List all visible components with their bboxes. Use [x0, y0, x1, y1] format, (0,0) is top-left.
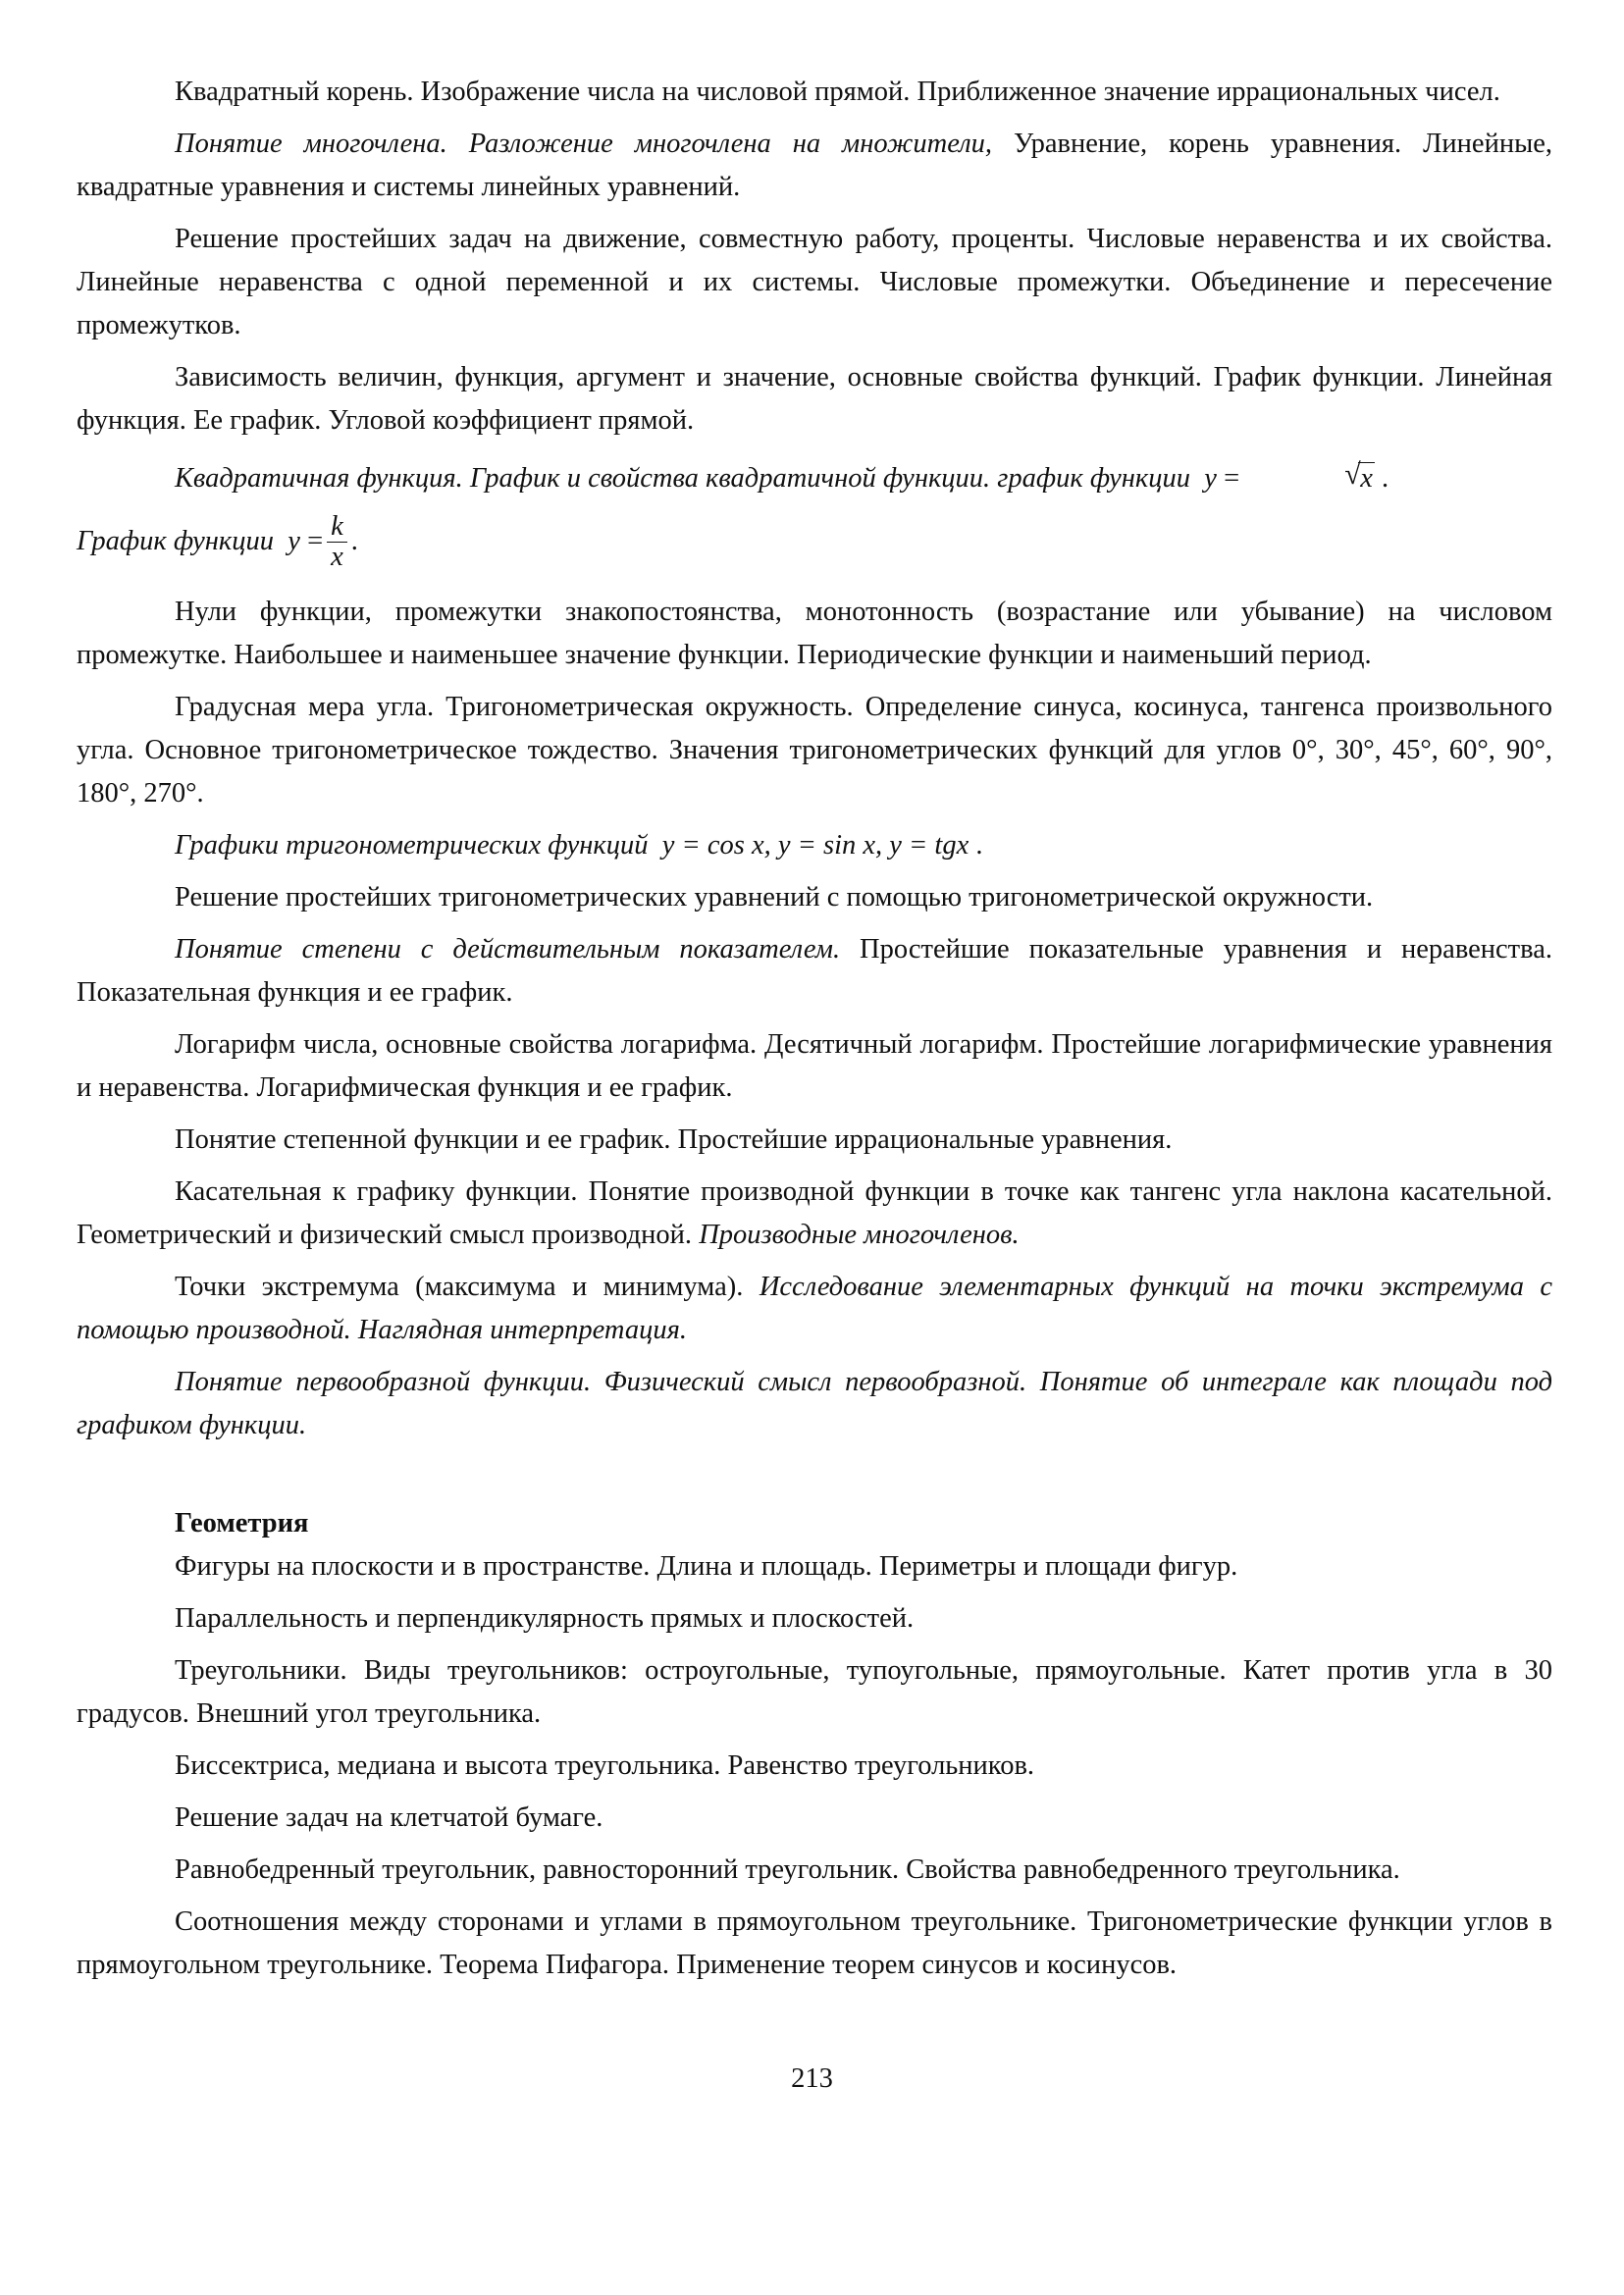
italic-derivative: Производные многочленов. — [699, 1220, 1020, 1250]
formula-hyperbola-line: График функции y = $\frac{k}{x}$ . — [77, 510, 358, 572]
paragraph-trig-graphs: Графики тригонометрических функций y = cos x, y = sin x, y = tgx . — [175, 830, 983, 861]
paragraph-polynomial — [77, 123, 1552, 209]
paragraph-figures: Фигуры на плоскости и в пространстве. Длина и площадь. Периметры и площади фигур. — [175, 1551, 1238, 1582]
paragraph-exponent: Понятие степени с действительным показателем. Простейшие показательные уравнения и неравенства. Показательная функция и ее график. — [77, 934, 1552, 1008]
paragraph-problems: Решение простейших задач на движение, совместную работу, проценты. Числовые неравенства и их свойства. Линейные неравенства с одной переменной и их системы. Числовые промежутки. Объединение и пересечение промежутков. — [77, 224, 1552, 340]
paragraph-trig-equations: Решение простейших тригонометрических уравнений с помощью тригонометрической окружности. — [175, 882, 1374, 913]
paragraph-right-triangle: Соотношения между сторонами и углами в прямоугольном треугольнике. Тригонометрические функции углов в прямоугольном треугольнике. Теорема Пифагора. Применение теорем синусов и косинусов. — [77, 1906, 1552, 1980]
page-body — [77, 71, 1552, 1987]
italic-exponent: Понятие степени с действительным показателем. — [175, 934, 841, 965]
formula-sqrt: y = √ x — [1204, 463, 1375, 494]
paragraph-triangles: Треугольники. Виды треугольников: остроугольные, тупоугольные, прямоугольные. Катет против угла в 30 градусов. Внешний угол треугольника. — [77, 1655, 1552, 1729]
section-heading-geometry: Геометрия — [175, 1508, 309, 1539]
paragraph-square-root: Квадратный корень. Изображение числа на числовой прямой. Приближенное значение иррациональных чисел. — [175, 77, 1500, 107]
paragraph-functions: Зависимость величин, функция, аргумент и значение, основные свойства функций. График функции. Линейная функция. Ее график. Угловой коэффициент прямой. — [77, 362, 1552, 436]
paragraph-power-function: Понятие степенной функции и ее график. Простейшие иррациональные уравнения. — [175, 1124, 1173, 1155]
italic-quadratic: Квадратичная функция. График и свойства квадратичной функции. график функции — [175, 463, 1191, 494]
paragraph-extremum: Точки экстремума (максимума и минимума). Исследование элементарных функций на точки экстремума с помощью производной. Наглядная интерпретация. — [77, 1272, 1552, 1345]
paragraph-parallel: Параллельность и перпендикулярность прямых и плоскостей. — [175, 1603, 915, 1634]
formula-trig: y = cos x, y = sin x, y = tgx — [661, 830, 969, 861]
fraction-k-over-x: $\frac{k}{x}$ — [327, 512, 347, 572]
paragraph-derivative: Касательная к графику функции. Понятие производной функции в точке как тангенс угла наклона касательной. Геометрический и физический смысл производной. Производные многочленов. — [77, 1176, 1552, 1250]
paragraph-logarithm: Логарифм числа, основные свойства логарифма. Десятичный логарифм. Простейшие логарифмические уравнения и неравенства. Логарифмическая функция и ее график. — [77, 1029, 1552, 1103]
italic-polynomial: Понятие многочлена. Разложение многочлена на множители, — [175, 129, 993, 159]
page-number: 213 — [791, 2063, 833, 2094]
paragraph-bisector: Биссектриса, медиана и высота треугольника. Равенство треугольников. — [175, 1750, 1035, 1781]
sqrt-symbol: √ x — [1344, 458, 1373, 494]
paragraph-grid-paper: Решение задач на клетчатой бумаге. — [175, 1802, 603, 1833]
formula-hyperbola: y = — [288, 526, 324, 556]
paragraph-quadratic: Квадратичная функция. График и свойства квадратичной функции. график функции y = √ x . — [77, 457, 1552, 500]
paragraph-zeros: Нули функции, промежутки знакопостоянства, монотонность (возрастание или убывание) на числовом промежутке. Наибольшее и наименьшее значение функции. Периодические функции и наименьший период. — [77, 597, 1552, 670]
italic-graph-function: График функции — [77, 526, 275, 556]
italic-extremum: Исследование элементарных функций на точки экстремума с помощью производной. Наглядная интерпретация. — [77, 1272, 1552, 1345]
italic-trig-graphs: Графики тригонометрических функций — [175, 830, 649, 861]
paragraph-isosceles: Равнобедренный треугольник, равносторонний треугольник. Свойства равнобедренного треугольника. — [175, 1854, 1400, 1885]
text-equations: Уравнение, корень уравнения. Линейные, квадратные уравнения и системы линейных уравнений. — [77, 129, 1552, 202]
paragraph-antiderivative: Понятие первообразной функции. Физический смысл первообразной. Понятие об интеграле как площади под графиком функции. — [77, 1367, 1552, 1440]
paragraph-angles: Градусная мера угла. Тригонометрическая окружность. Определение синуса, косинуса, тангенса произвольного угла. Основное тригонометрическое тождество. Значения тригонометрических функций для углов 0°, 30°, 45°, 60°, 90°, 180°, 270°. — [77, 692, 1552, 808]
